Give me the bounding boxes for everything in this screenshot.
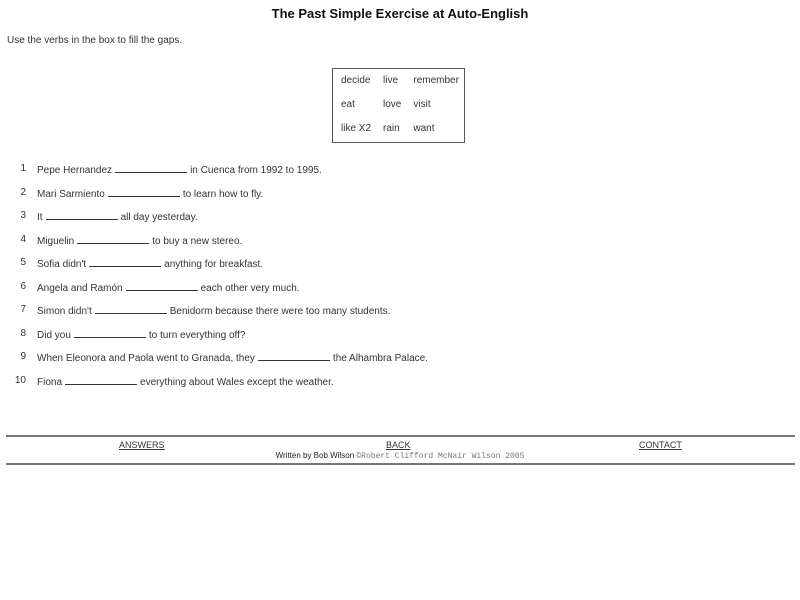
answer-gap — [258, 351, 330, 361]
verb-cell: love — [383, 99, 402, 110]
question-text — [37, 304, 700, 328]
verb-row — [341, 99, 471, 123]
answer-gap — [74, 328, 146, 338]
question-item — [0, 234, 700, 258]
question-item — [0, 375, 700, 399]
verb-cell: remember — [413, 75, 459, 86]
answer-gap — [126, 281, 198, 291]
question-before: Angela and Ramón — [37, 282, 123, 294]
question-text — [37, 375, 700, 399]
question-text — [37, 281, 700, 305]
verb-cell: eat — [341, 99, 355, 110]
question-item — [0, 328, 700, 352]
question-after: to learn how to fly. — [182, 188, 264, 200]
answer-gap — [108, 187, 180, 197]
question-after: the Alhambra Palace. — [332, 353, 428, 364]
answer-gap — [115, 163, 187, 173]
question-number: 2 — [20, 186, 26, 198]
question-item — [0, 304, 700, 328]
question-text — [37, 328, 700, 352]
question-item — [0, 281, 700, 305]
question-after: to turn everything off? — [148, 329, 246, 341]
instructions-text: Use the verbs in the box to fill the gaps. — [7, 35, 183, 46]
credits — [0, 451, 800, 461]
copyright: ©Robert Clifford McNair Wilson 2005 — [356, 452, 525, 461]
question-before: Sofia didn't — [37, 259, 87, 270]
question-item — [0, 163, 700, 187]
question-text — [37, 210, 700, 234]
question-after: Benidorm because there were too many students. — [169, 306, 391, 317]
verb-cell: visit — [413, 99, 431, 110]
verb-row — [341, 75, 471, 99]
answer-gap — [77, 234, 149, 244]
question-before: Did you — [37, 329, 71, 341]
verb-table — [341, 75, 471, 147]
question-after: anything for breakfast. — [164, 259, 264, 270]
answer-gap — [95, 304, 167, 314]
question-number: 1 — [20, 163, 26, 174]
back-link[interactable]: BACK — [386, 440, 411, 450]
answers-link[interactable]: ANSWERS — [119, 440, 165, 450]
question-after: each other very much. — [200, 282, 300, 294]
question-item — [0, 187, 700, 211]
question-after: everything about Wales except the weather. — [140, 376, 334, 388]
question-after: to buy a new stereo. — [152, 235, 243, 247]
verb-cell: like X2 — [341, 123, 372, 134]
question-number: 7 — [20, 304, 26, 315]
question-after: in Cuenca from 1992 to 1995. — [190, 165, 322, 176]
verb-cell: want — [413, 123, 435, 134]
page-title: The Past Simple Exercise at Auto-English — [271, 6, 529, 21]
verb-box — [332, 68, 465, 143]
question-after: all day yesterday. — [120, 212, 198, 223]
question-item — [0, 210, 700, 234]
question-number: 3 — [20, 210, 26, 221]
question-number: 6 — [20, 280, 26, 292]
question-item — [0, 257, 700, 281]
footer-divider-bottom — [6, 463, 795, 465]
question-item — [0, 351, 700, 375]
question-number: 10 — [14, 374, 26, 386]
question-number: 5 — [20, 257, 26, 268]
question-before: It — [37, 212, 43, 223]
question-list — [0, 163, 700, 398]
question-before: Pepe Hernandez — [37, 165, 113, 176]
verb-cell: live — [383, 75, 399, 86]
question-text — [37, 351, 700, 375]
question-before: When Eleonora and Paola went to Granada, they — [37, 353, 255, 364]
question-before: Fiona — [37, 376, 63, 388]
answer-gap — [65, 375, 137, 385]
question-number: 8 — [20, 327, 26, 339]
contact-link[interactable]: CONTACT — [639, 440, 682, 450]
question-text — [37, 163, 700, 187]
question-text — [37, 187, 700, 211]
question-number: 4 — [20, 233, 26, 245]
verb-cell: decide — [341, 75, 371, 86]
question-before: Miguelin — [37, 235, 75, 247]
answer-gap — [89, 257, 161, 267]
question-before: Simon didn't — [37, 306, 92, 317]
answer-gap — [46, 210, 118, 220]
question-before: Mari Sarmiento — [37, 188, 105, 200]
question-number: 9 — [20, 351, 26, 362]
verb-cell: rain — [383, 123, 400, 134]
written-by: Written by Bob Wilson — [275, 451, 355, 460]
question-text — [37, 257, 700, 281]
verb-row — [341, 123, 471, 147]
question-text — [37, 234, 700, 258]
footer-divider-top — [6, 435, 795, 437]
